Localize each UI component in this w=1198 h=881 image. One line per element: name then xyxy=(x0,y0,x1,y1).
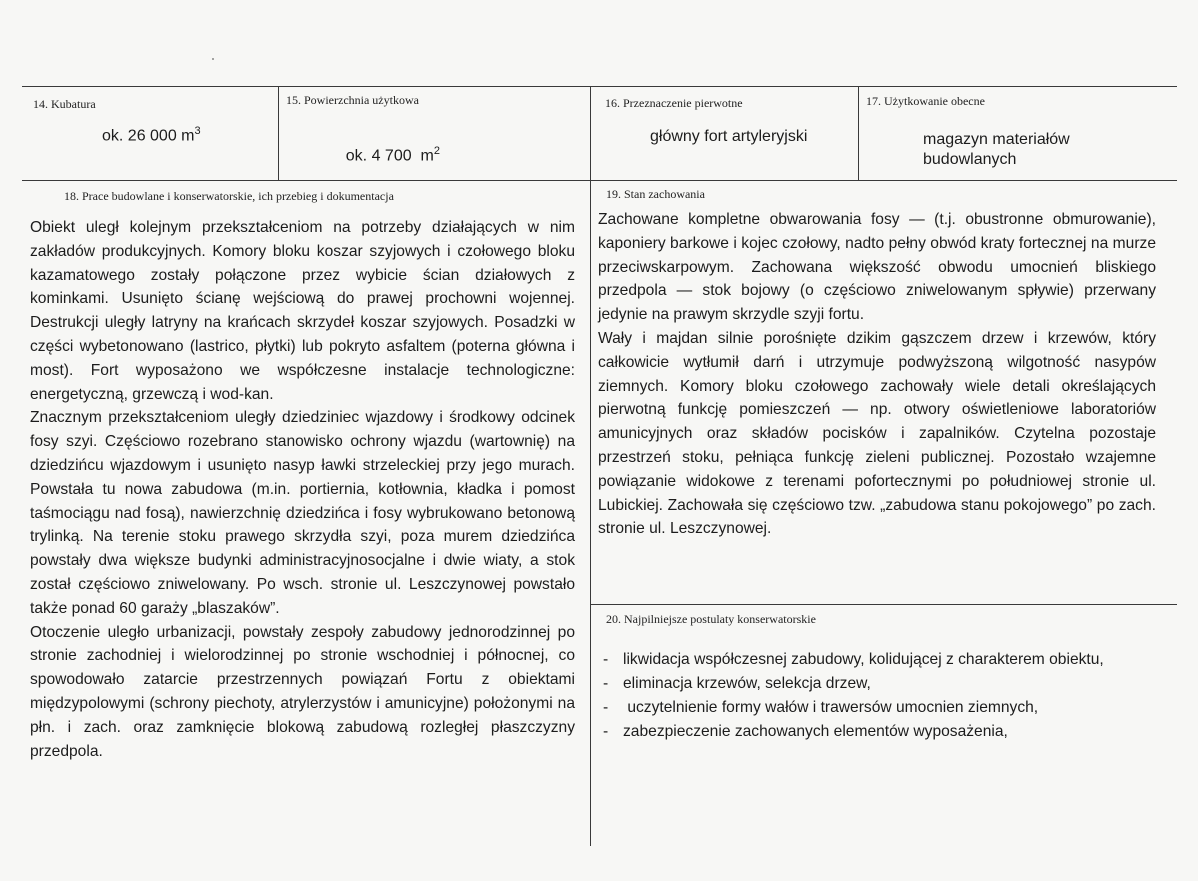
field-14-label: 14. Kubatura xyxy=(33,97,96,111)
list-item-text: zabezpieczenie zachowanych elementów wyposażenia, xyxy=(623,723,1008,740)
field-17-value xyxy=(923,130,1070,170)
list-item xyxy=(603,672,1163,696)
field-16-value: główny fort artyleryjski xyxy=(650,128,808,145)
section20-rule xyxy=(590,604,1177,605)
field-17-label: 17. Użytkowanie obecne xyxy=(866,94,985,108)
top-rule xyxy=(22,86,1177,87)
col-divider-14-15 xyxy=(278,86,279,180)
field-14-value xyxy=(102,125,201,145)
field-14-unit-exponent: 3 xyxy=(194,125,201,137)
list-dash: - xyxy=(603,699,609,716)
list-dash: - xyxy=(603,723,609,740)
field-14-value-text: ok. 26 000 m xyxy=(102,127,195,145)
section-19-paragraph: Zachowane kompletne obwarowania fosy — (t.j. obustronne obmurowanie), kaponiery barkowe i kojec czołowy, nadto pełny obwód kraty fortecznej na murze przeciwskarpowym. Zachowana większość obwodu umocnień bliskiego przedpola — stok bojowy (o częściowo zniwelowanym spływie) przerwany jedynie na prawym skrzydle szyji fortu. xyxy=(598,211,1156,324)
field-15-unit-exponent: 2 xyxy=(433,145,440,157)
field-15-value xyxy=(328,127,440,183)
list-item-text: uczytelnienie formy wałów i trawersów umocnien ziemnych, xyxy=(623,699,1039,716)
list-item-text: eliminacja krzewów, selekcja drzew, xyxy=(623,675,871,692)
section-20-label: 20. Najpilniejsze postulaty konserwatorskie xyxy=(606,612,816,626)
section-18-paragraph: Otoczenie uległo urbanizacji, powstały zespoły zabudowy jednorodzinnej po stronie zachodniej i wielorodzinnej po stronie wschodniej i północnej, co spowodowało zatarcie przestrzennych powiązań Fortu z obiektami międzypolowymi (schrony piechoty, atrylerzystów i amunicyjne) położonymi na płn. i zach. oraz zamknięcie blokową zabudową rozległej płaszczyzny przedpola. xyxy=(30,623,575,760)
postulates-list xyxy=(603,648,1163,744)
list-item-text: likwidacja współczesnej zabudowy, kolidującej z charakterem obiektu, xyxy=(623,651,1104,668)
list-dash: - xyxy=(603,651,609,668)
section-18-body xyxy=(30,216,575,763)
list-item xyxy=(603,696,1163,720)
section-18-label: 18. Prace budowlane i konserwatorskie, ich przebieg i dokumentacja xyxy=(64,189,394,203)
section-19-paragraph: Wały i majdan silnie porośnięte dzikim gąszczem drzew i krzewów, który całkowicie wytłumił darń i utrzymuje podwyższoną wilgotność nasypów ziemnych. Komory bloku czołowego zachowały wiele detali określających pierwotną funkcję pomieszczeń — np. otwory oświetleniowe laboratoriów amunicyjnych oraz składów pocisków i zapalników. Czytelna pozostaje przestrzeń stoku, pełniąca funkcję zieleni publicznej. Pozostało wzajemne powiązanie widokowe z terenami pofortecznymi po południowej stronie ul. Lubickiej. Zachowała się częściowo tzw. „zabudowa stanu pokojowego” po zach. stronie ul. Leszczynowej. xyxy=(598,329,1156,538)
field-15-value-text: ok. 4 700 m xyxy=(345,147,434,165)
list-item xyxy=(603,720,1163,744)
scan-speck xyxy=(212,58,214,60)
section-19-body xyxy=(598,208,1156,541)
field-17-value-line1: magazyn materiałów xyxy=(923,131,1070,148)
list-item xyxy=(603,648,1163,672)
header-row-rule xyxy=(22,180,1177,181)
field-16-label: 16. Przeznaczenie pierwotne xyxy=(605,96,743,110)
list-dash: - xyxy=(603,675,609,692)
section-18-paragraph: Obiekt uległ kolejnym przekształceniom na potrzeby działających w nim zakładów produkcyjnych. Komory bloku koszar szyjowych i czołowego bloku kazamatowego zostały połączone przez wybicie ścian działowych z kominkami. Usunięto ścianę wejściową do prawej prochowni wojennej. Destrukcji uległy latryny na krańcach skrzydeł koszar szyjowych. Posadzki w części wybetonowano (lastrico, płytki) lub pokryto asfaltem (poterna główna i most). Fort wyposażono we współczesne instalacje technologiczne: energetyczną, grzewczą i wod-kan. xyxy=(30,219,575,403)
col-divider-16-17 xyxy=(858,86,859,180)
section-19-label: 19. Stan zachowania xyxy=(606,187,705,201)
field-17-value-line2: budowlanych xyxy=(923,151,1017,168)
col-divider-main xyxy=(590,86,591,846)
section-18-paragraph: Znacznym przekształceniom uległy dziedziniec wjazdowy i środkowy odcinek fosy szyi. Częściowo rozebrano stanowisko ochrony wjazdu (wartownię) na dziedzińcu wjazdowym i usunięto nasyp ławki strzeleckiej przy jego murach. Powstała tu nowa zabudowa (m.in. portiernia, kotłownia, kładka i pomost taśmociągu nad fosą), nawierzchnię dziedzińca i fosy wybrukowano betonową trylinką. Na terenie stoku prawego skrzydła szyi, poza murem dziedzińca powstały dwa większe budynki administracyjnosocjalne i dwie wiaty, a stok został częściowo zniwelowany. Po wsch. stronie ul. Leszczynowej powstało także ponad 60 garaży „blaszaków”. xyxy=(30,409,575,617)
field-15-label: 15. Powierzchnia użytkowa xyxy=(286,93,419,107)
